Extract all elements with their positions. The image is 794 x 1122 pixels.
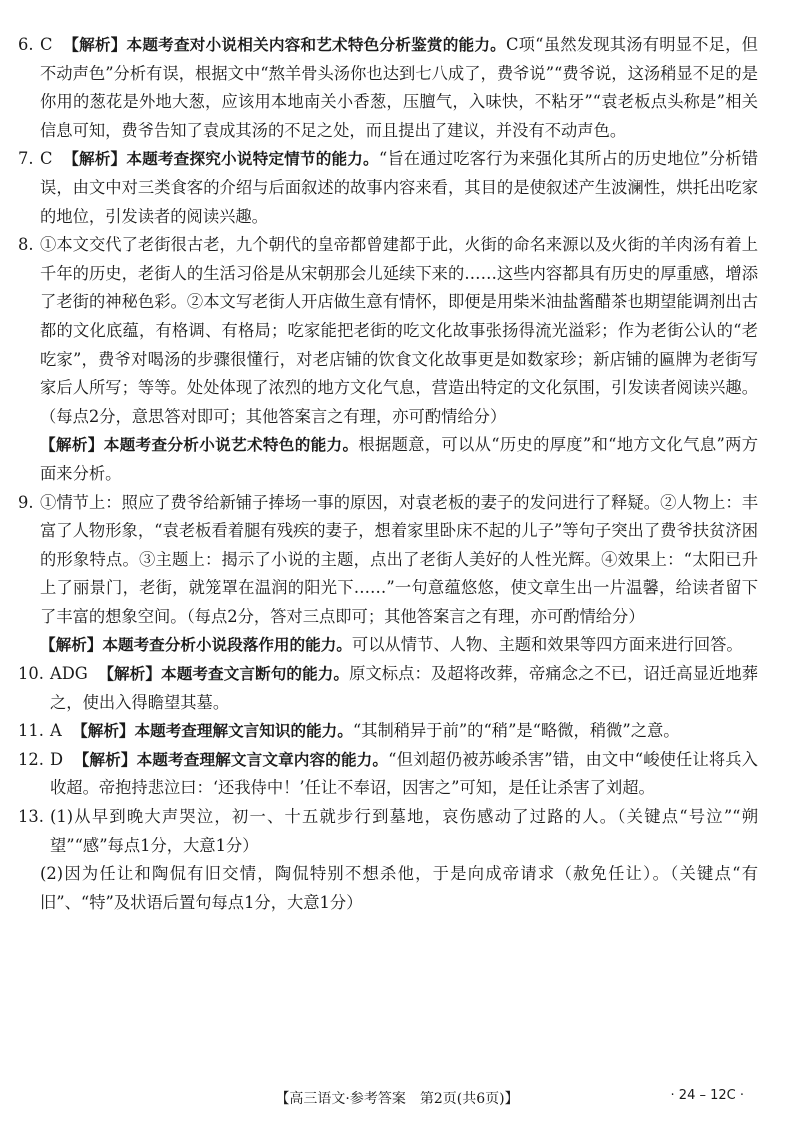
answer-item-7 — [18, 145, 758, 231]
answer-part-2-paragraph — [18, 860, 758, 917]
answer-content — [18, 31, 758, 917]
answer-body: ①本文交代了老街很古老，九个朝代的皇帝都曾建都于此，火街的命名来源以及火街的羊肉汤有着上千年的历史，老街人的生活习俗是从宋朝那会儿延续下来的……这些内容都具有历史的厚重感，增添了老街的神秘色彩。②本文写老街人开店做生意有情怀，即便是用柴米油盐酱醋茶也期望能调剂出古都的文化底蕴，有格调、有格局；吃家能把老街的吃文化故事张扬得流光溢彩；作为老街公认的“老吃家”，费爷对喝汤的步骤很懂行，对老店铺的饮食文化故事更是如数家珍；新店铺的匾牌为老街写家后人所写；等等。处处体现了浓烈的地方文化气息，营造出特定的文化氛围，引发读者阅读兴趣。（每点2分，意思答对即可；其他答案言之有理，亦可酌情给分） — [40, 235, 758, 426]
analysis-text: “旨在通过吃客行为来强化其所占的历史地位”分析错误，由文中对三类食客的介绍与后面叙述的故事内容来看，其目的是使叙述产生波澜性，烘托出吃家的地位，引发读者的阅读兴趣。 — [40, 149, 758, 226]
item-number: 11. — [18, 721, 44, 741]
analysis-tag: 【解析】 — [73, 750, 137, 769]
item-answer: C — [40, 35, 53, 54]
item-answer: ADG — [50, 664, 88, 684]
answer-item-11 — [18, 717, 758, 746]
item-answer: D — [50, 749, 64, 769]
analysis-lead: 本题考查探究小说特定情节的能力。 — [126, 150, 379, 169]
answer-item-12 — [18, 746, 758, 803]
analysis-text: 可以从情节、人物、主题和效果等四方面来进行回答。 — [351, 635, 743, 655]
analysis-tag: 【解析】 — [72, 722, 135, 741]
item-number: 6. — [18, 35, 34, 54]
analysis-text: 根据题意，可以从“历史的厚度”和“地方文化气息”两方面来分析。 — [40, 435, 758, 483]
answer-item-6 — [18, 31, 758, 145]
analysis-lead: 本题考查分析小说艺术特色的能力。 — [103, 436, 359, 455]
answer-item-10 — [18, 660, 758, 717]
item-number: 8. — [18, 235, 34, 255]
analysis-paragraph — [18, 431, 758, 488]
item-answer: C — [40, 149, 53, 169]
analysis-lead: 本题考查分析小说段落作用的能力。 — [102, 636, 352, 655]
analysis-paragraph — [18, 631, 758, 660]
answer-part-2: (2)因为任让和陶侃有旧交情，陶侃特别不想杀他，于是向成帝请求（赦免任让）。（关键点“有旧”、“特”及状语后置句每点1分，大意1分） — [40, 864, 758, 912]
analysis-lead: 本题考查理解文言文章内容的能力。 — [136, 750, 389, 769]
answer-item-13 — [18, 803, 758, 860]
analysis-tag: 【解析】 — [40, 636, 103, 655]
item-answer: A — [50, 721, 62, 741]
answer-body: ①情节上：照应了费爷给新铺子捧场一事的原因，对袁老板的妻子的发问进行了释疑。②人物上：丰富了人物形象，“袁老板看着腿有残疾的妻子，想着家里卧床不起的儿子”等句子突出了费爷扶贫济困的形象特点。③主题上：揭示了小说的主题，点出了老街人美好的人性光辉。④效果上：“太阳已升上了丽景门，老街，就笼罩在温润的阳光下……”一句意蕴悠悠，使文章生出一片温馨，给读者留下了丰富的想象空间。（每点2分，答对三点即可；其他答案言之有理，亦可酌情给分） — [40, 492, 758, 626]
analysis-tag: 【解析】 — [98, 665, 162, 684]
analysis-lead: 本题考查文言断句的能力。 — [161, 665, 350, 684]
analysis-text: C项“虽然发现其汤有明显不足，但不动声色”分析有误，根据文中“熬羊骨头汤你也达到七八成了，费爷说”“费爷说，这汤稍显不足的是你用的葱花是外地大葱，应该用本地南关小香葱，压膻气，入味快，不粘牙”“袁老板点头称是”相关信息可知，费爷告知了袁成其汤的不足之处，而且提出了建议，并没有不动声色。 — [40, 35, 758, 140]
item-number: 7. — [18, 149, 34, 169]
analysis-text: “其制稍异于前”的“稍”是“略微，稍微”之意。 — [352, 721, 680, 741]
answer-item-9 — [18, 489, 758, 632]
answer-part-1: (1)从早到晚大声哭泣，初一、十五就步行到墓地，哀伤感动了过路的人。（关键点“号泣”“朔望”“感”每点1分，大意1分） — [50, 807, 758, 855]
item-number: 10. — [18, 664, 44, 684]
item-number: 12. — [18, 749, 44, 769]
answer-item-8 — [18, 231, 758, 431]
item-number: 13. — [18, 807, 44, 827]
analysis-tag: 【解析】 — [63, 36, 127, 54]
footer-title: 【高三语文·参考答案 第2页(共6页)】 — [275, 1091, 519, 1107]
analysis-lead: 本题考查对小说相关内容和艺术特色分析鉴赏的能力。 — [126, 36, 506, 54]
analysis-tag: 【解析】 — [63, 150, 127, 169]
analysis-text: 原文标点：及超将改葬，帝痛念之不已，诏迁高显近地葬之，使出入得瞻望其墓。 — [50, 664, 758, 712]
page-footer — [0, 1088, 794, 1114]
analysis-tag: 【解析】 — [40, 436, 104, 455]
analysis-lead: 本题考查理解文言知识的能力。 — [134, 722, 353, 741]
item-number: 9. — [18, 492, 34, 512]
analysis-text: “但刘超仍被苏峻杀害”错，由文中“峻使任让将兵入收超。帝抱持悲泣曰：‘还我侍中！’任让不奉诏，因害之”可知，是任让杀害了刘超。 — [50, 749, 758, 798]
footer-code: · 24 – 12C · — [670, 1088, 744, 1103]
